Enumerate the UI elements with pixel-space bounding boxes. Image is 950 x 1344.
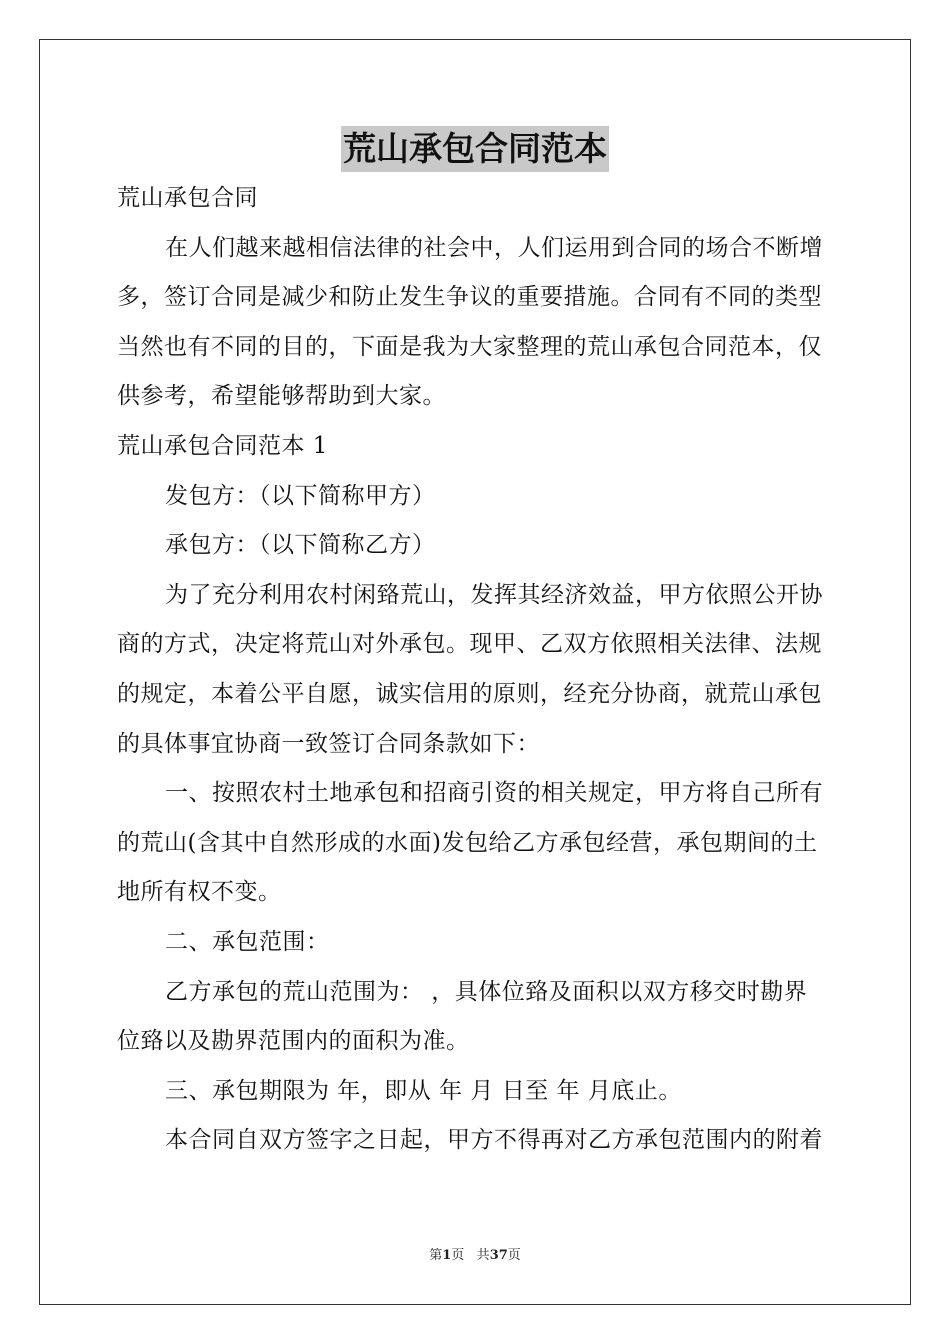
text-line: 多，签订合同是减少和防止发生争议的重要措施。合同有不同的类型 — [117, 284, 822, 311]
page-number: 1 — [442, 1248, 452, 1263]
text-line: 发包方：（以下简称甲方） — [165, 482, 436, 509]
text-line: 商的方式，决定将荒山对外承包。现甲、乙双方依照相关法律、法规 — [117, 631, 822, 658]
text-line: 荒山承包合同 — [117, 185, 258, 211]
page-footer — [0, 1246, 950, 1266]
text-line: 乙方承包的荒山范围为： ，具体位臵及面积以双方移交时勘界 — [165, 978, 808, 1005]
text-line: 的规定，本着公平自愿，诚实信用的原则，经充分协商，就荒山承包 — [117, 680, 822, 707]
page-prefix: 第 — [429, 1248, 443, 1263]
text-line: 为了充分利用农村闲臵荒山，发挥其经济效益，甲方依照公开协 — [165, 581, 823, 608]
document-body — [117, 174, 835, 1166]
text-line: 二、承包范围： — [165, 928, 330, 955]
text-line: 在人们越来越相信法律的社会中，人们运用到合同的场合不断增 — [165, 234, 823, 261]
total-pages: 37 — [489, 1248, 508, 1263]
title-container — [0, 126, 950, 172]
text-line: 当然也有不同的目的，下面是我为大家整理的荒山承包合同范本，仅 — [117, 333, 822, 360]
text-line: 的具体事宜协商一致签订合同条款如下： — [117, 730, 540, 757]
text-line: 供参考，希望能够帮助到大家。 — [117, 383, 446, 410]
text-line: 本合同自双方签字之日起，甲方不得再对乙方承包范围内的附着 — [165, 1127, 823, 1154]
total-prefix: 共 — [476, 1248, 490, 1263]
document-title: 荒山承包合同范本 — [341, 126, 609, 172]
text-line: 荒山承包合同范本 1 — [117, 432, 328, 459]
text-line: 三、承包期限为 年，即从 年 月 日至 年 月底止。 — [165, 1077, 682, 1104]
text-line: 一、按照农村土地承包和招商引资的相关规定，甲方将自己所有 — [165, 780, 823, 807]
text-line: 承包方：（以下简称乙方） — [165, 532, 436, 559]
total-suffix: 页 — [507, 1248, 521, 1263]
page-suffix: 页 — [451, 1248, 465, 1263]
text-line: 位臵以及勘界范围内的面积为准。 — [117, 1028, 470, 1055]
text-line: 地所有权不变。 — [117, 879, 282, 906]
text-line: 的荒山(含其中自然形成的水面)发包给乙方承包经营，承包期间的土 — [117, 829, 818, 856]
